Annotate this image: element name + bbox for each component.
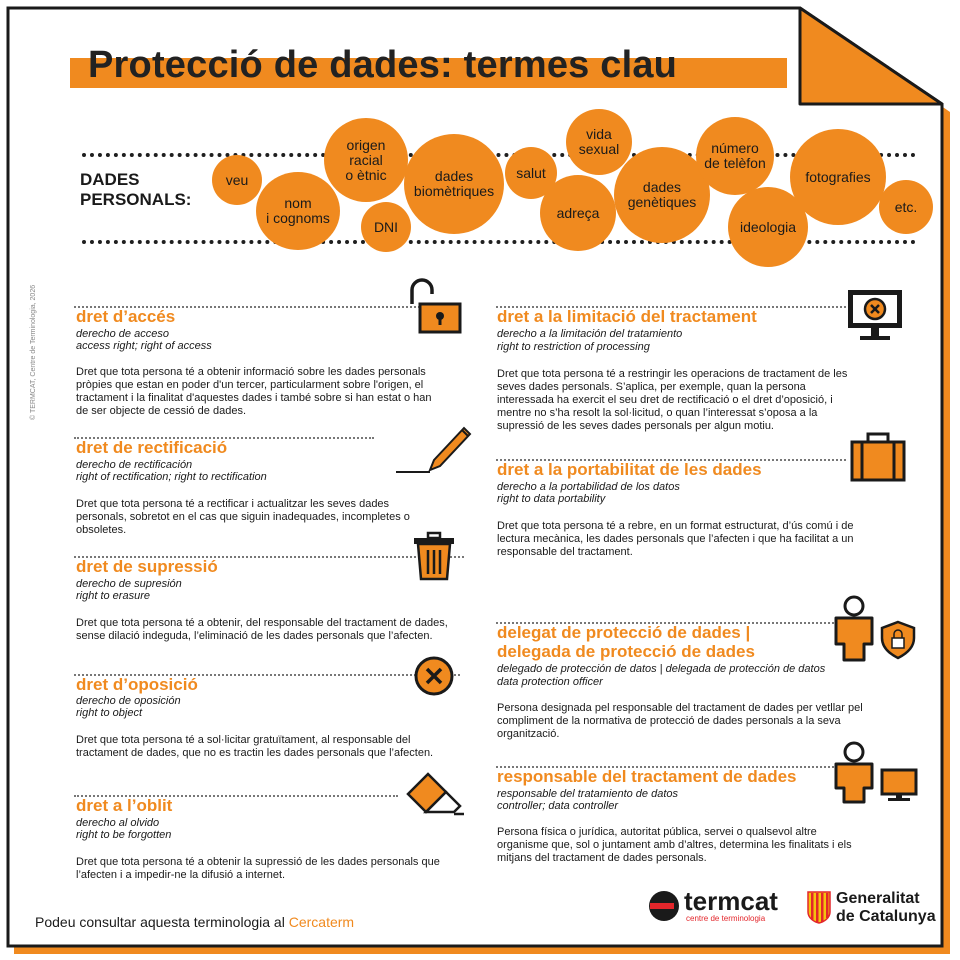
page-title: Protecció de dades: termes clau: [88, 44, 678, 86]
person-computer-icon: [832, 740, 922, 804]
monitor-blocked-icon: [846, 288, 904, 342]
term-dpo-en: data protection officer: [497, 676, 603, 688]
dotted-rule-top: [82, 153, 916, 157]
term-rectification-right-en: right of rectification; right to rectification: [76, 471, 267, 483]
generalitat-name-line2: de Catalunya: [836, 908, 936, 925]
bubble-photos: fotografies: [790, 129, 886, 225]
term-restriction-right: dret a la limitació del tractament: [497, 307, 757, 326]
page-fold: [800, 8, 942, 104]
footer-note: [35, 914, 354, 930]
personal-data-label: [80, 170, 191, 210]
side-credit: © TERMCAT, Centre de Terminologia, 2026: [30, 284, 37, 420]
term-forgotten-right-es: derecho al olvido: [76, 817, 160, 829]
term-portability-right-definition: Dret que tota persona té a rebre, en un format estructurat, d’ús comú i de lectura mecànica, les dades personals que l’afecten i que ha facilitat a un responsable del tractament.: [497, 520, 854, 558]
term-controller-es: responsable del tratamiento de datos: [497, 788, 679, 800]
generalitat-name-line1: Generalitat: [836, 890, 920, 907]
term-controller-definition: Persona física o jurídica, autoritat pública, servei o qualsevol altre organisme que, sol o juntament amb d’altres, determina les finalitats i els mitjans del tractament de dades personals.: [497, 826, 852, 864]
personal-data-label-line1: DADES: [80, 170, 140, 189]
term-dpo-definition: Persona designada pel responsable del tractament de dades per vetllar pel compliment de la normativa de protecció de dades personals a la seva organització.: [497, 702, 863, 740]
personal-data-label-line2: PERSONALS:: [80, 190, 192, 209]
term-access-right-en: access right; right of access: [76, 340, 212, 352]
bubble-name: nom i cognoms: [256, 172, 340, 250]
bubble-sexual-life: vida sexual: [566, 109, 632, 175]
term-object-right-en: right to object: [76, 707, 143, 719]
termcat-name: termcat: [684, 886, 778, 916]
term-rectification-right-definition: Dret que tota persona té a rectificar i actualitzar les seves dades personals, sobretot en el cas que siguin inadequades, incompletes o obsoletes.: [76, 498, 410, 536]
bubble-biometric: dades biomètriques: [404, 134, 504, 234]
term-erasure-right: dret de supressió: [76, 557, 218, 576]
bubble-phone: número de telèfon: [696, 117, 774, 195]
term-dpo: delegat de protecció de dades | delegada de protecció de dades: [497, 623, 755, 661]
term-restriction-right-es: derecho a la limitación del tratamiento: [497, 328, 683, 340]
term-erasure-right-en: right to erasure: [76, 590, 150, 602]
termcat-subtitle: centre de terminologia: [686, 914, 766, 923]
trash-icon: [410, 530, 458, 582]
briefcase-icon: [850, 432, 906, 482]
term-controller: responsable del tractament de dades: [497, 767, 797, 786]
bubble-ideology: ideologia: [728, 187, 808, 267]
cross-circle-icon: [412, 654, 456, 698]
term-rectification-right: dret de rectificació: [76, 438, 228, 457]
term-access-right-es: derecho de acceso: [76, 328, 169, 340]
generalitat-name: [836, 890, 936, 926]
open-padlock-icon: [404, 276, 464, 336]
pen-icon: [394, 422, 474, 478]
footer-text: Podeu consultar aquesta terminologia al: [35, 914, 285, 930]
term-forgotten-right: dret a l’oblit: [76, 796, 173, 815]
term-access-right-definition: Dret que tota persona té a obtenir informació sobre les dades personals pròpies que estan en poder d'un tercer, particularment sobre l'origen, el tractament i la finalitat d'aquestes dades i també sobre si han estat o han de ser objecte de cessió de dades.: [76, 366, 432, 417]
bubble-dni: DNI: [361, 202, 411, 252]
cercaterm-link[interactable]: Cercaterm: [288, 914, 355, 930]
term-forgotten-right-definition: Dret que tota persona té a obtenir la supressió de les dades personals que l’afecten i a impedir-ne la difusió a internet.: [76, 856, 440, 881]
bubble-origin: origen racial o ètnic: [324, 118, 408, 202]
term-object-right: dret d’oposició: [76, 675, 198, 694]
term-rectification-right-es: derecho de rectificación: [76, 459, 193, 471]
bubble-etc: etc.: [879, 180, 933, 234]
term-erasure-right-definition: Dret que tota persona té a obtenir, del responsable del tractament de dades, sense dilació indeguda, l’eliminació de les dades personals que l’afecten.: [76, 617, 448, 642]
term-restriction-right-definition: Dret que tota persona té a restringir les operacions de tractament de les seves dades personals. S’aplica, per exemple, quan la persona interessada ha exercit el seu dret de rectificació o el dret d’oposició, i mentre no s’ha resolt la sol·licitud, o quan l’interessat s’oposa a la supressió de les seves dades personals per algun motiu.: [497, 368, 848, 432]
person-shield-icon: [832, 594, 922, 662]
eraser-icon: [402, 768, 466, 818]
bubble-health: salut: [505, 147, 557, 199]
term-restriction-right-en: right to restriction of processing: [497, 341, 650, 353]
bubble-genetic: dades genètiques: [614, 147, 710, 243]
term-object-right-definition: Dret que tota persona té a sol·licitar gratuïtament, al responsable del tractament de dades, que no es tractin les dades personals que l’afecten.: [76, 734, 434, 759]
term-object-right-es: derecho de oposición: [76, 695, 181, 707]
term-portability-right-es: derecho a la portabilidad de los datos: [497, 481, 680, 493]
term-portability-right-en: right to data portability: [497, 493, 606, 505]
bubble-address: adreça: [540, 175, 616, 251]
term-forgotten-right-en: right to be forgotten: [76, 829, 172, 841]
term-controller-en: controller; data controller: [497, 800, 619, 812]
term-portability-right: dret a la portabilitat de les dades: [497, 460, 762, 479]
term-access-right: dret d’accés: [76, 307, 176, 326]
term-dpo-es: delegado de protección de datos | delegada de protección de datos: [497, 663, 826, 675]
term-erasure-right-es: derecho de supresión: [76, 578, 182, 590]
generalitat-emblem-icon: [806, 890, 832, 924]
bubble-veu: veu: [212, 155, 262, 205]
termcat-logo-icon: [648, 890, 680, 922]
